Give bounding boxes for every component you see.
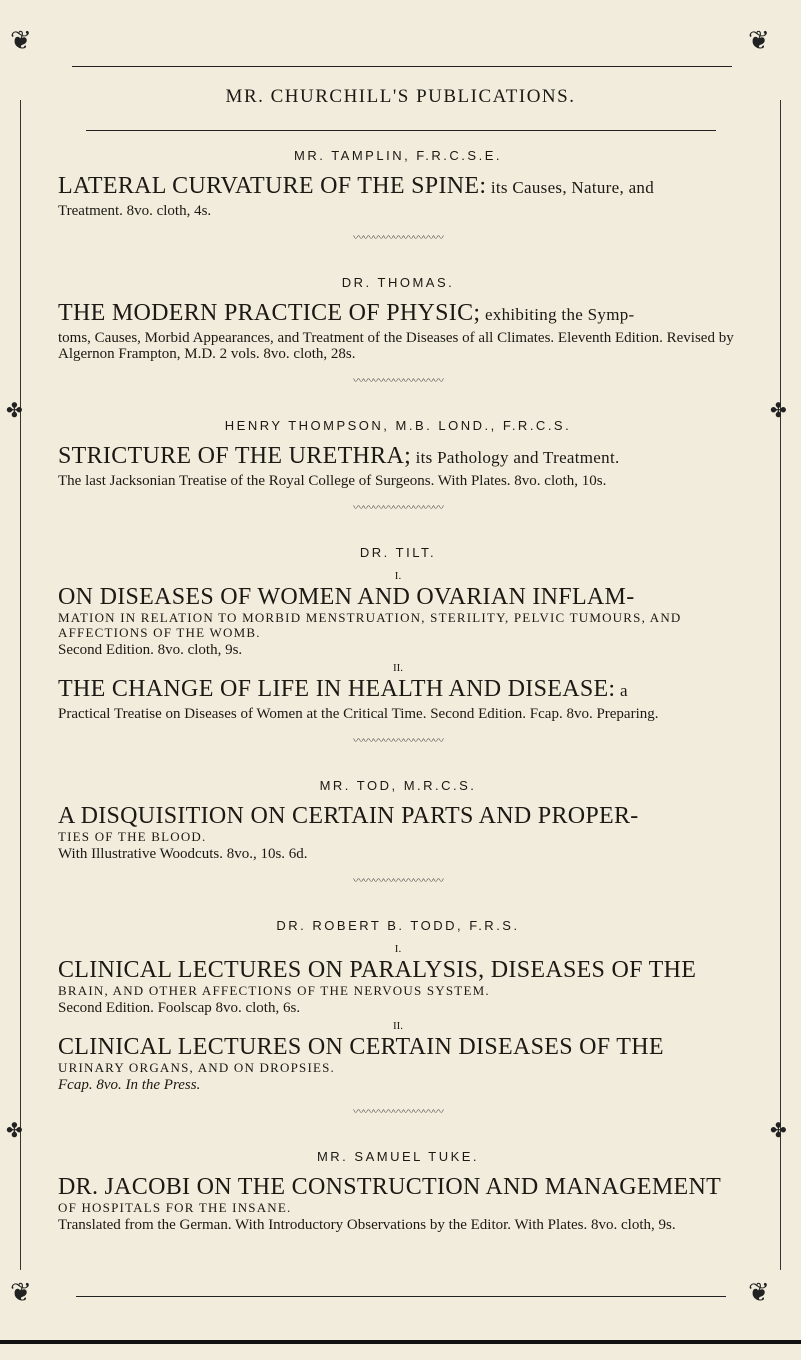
right-border — [780, 100, 781, 1270]
book-title-rest: exhibiting the Symp- — [480, 305, 635, 324]
book-description: The last Jacksonian Treatise of the Royal College of Surgeons. With Plates. 8vo. cloth, 10s. — [58, 473, 607, 489]
author-name: MR. SAMUEL TUKE. — [316, 1149, 480, 1164]
book-description: toms, Causes, Morbid Appearances, and Treatment of the Diseases of all Climates. Eleventh Edition. Revised by Algernon Frampton, M.D. 2 vols. 8vo. cloth, 28s. — [58, 330, 734, 362]
volume-numeral: I. — [394, 570, 402, 582]
author-name: HENRY THOMPSON, M.B. LOND., F.R.C.S. — [224, 418, 572, 433]
side-ornament-icon: ✤ — [770, 398, 787, 422]
book-subtitle: TIES OF THE BLOOD. — [58, 829, 207, 844]
book-description: Second Edition. 8vo. cloth, 9s. — [58, 642, 243, 658]
catalogue-entry — [58, 1149, 738, 1233]
volume-numeral: II. — [392, 662, 404, 674]
divider-ornament: 〰〰〰〰〰〰〰〰〰 — [353, 874, 443, 887]
catalogue-entry — [58, 148, 738, 245]
side-ornament-icon: ✤ — [770, 1118, 787, 1142]
book-title: DR. JACOBI ON THE CONSTRUCTION AND MANAGEMENT — [58, 1174, 722, 1200]
author-name: DR. ROBERT B. TODD, F.R.S. — [276, 918, 520, 933]
book-title-text: THE CHANGE OF LIFE IN HEALTH AND DISEASE: — [58, 676, 616, 702]
top-rule — [72, 66, 732, 67]
book-title: CLINICAL LECTURES ON PARALYSIS, DISEASES OF THE — [58, 957, 697, 983]
book-description: Translated from the German. With Introductory Observations by the Editor. With Plates. 8vo. cloth, 9s. — [58, 1217, 676, 1233]
divider-ornament: 〰〰〰〰〰〰〰〰〰 — [353, 501, 443, 514]
book-subtitle: OF HOSPITALS FOR THE INSANE. — [58, 1200, 292, 1215]
book-title — [58, 300, 738, 328]
book-title: CLINICAL LECTURES ON CERTAIN DISEASES OF THE — [58, 1034, 664, 1060]
book-title-rest: a — [615, 681, 628, 700]
book-subtitle: MATION IN RELATION TO MORBID MENSTRUATION, STERILITY, PELVIC TUMOURS, AND AFFECTIONS OF THE WOMB. — [58, 610, 682, 640]
author-name: DR. TILT. — [359, 545, 437, 560]
catalogue-entry — [58, 918, 738, 1119]
left-border — [20, 100, 21, 1270]
book-title — [58, 443, 738, 471]
header-underline — [86, 130, 716, 131]
volume-numeral: I. — [394, 943, 402, 955]
bottom-rule — [76, 1296, 726, 1297]
catalogue-entry — [58, 275, 738, 388]
divider-ornament: 〰〰〰〰〰〰〰〰〰 — [353, 231, 443, 244]
book-title — [58, 676, 738, 704]
book-title: A DISQUISITION ON CERTAIN PARTS AND PROPER- — [58, 803, 639, 829]
divider-ornament: 〰〰〰〰〰〰〰〰〰 — [353, 734, 443, 747]
catalogue-entry — [58, 545, 738, 748]
catalogue — [58, 148, 738, 1233]
side-ornament-icon: ✤ — [6, 398, 23, 422]
corner-ornament-icon: ❦ — [748, 1278, 770, 1308]
page-title: MR. CHURCHILL'S PUBLICATIONS. — [225, 86, 576, 107]
book-description: Second Edition. Foolscap 8vo. cloth, 6s. — [58, 1000, 301, 1016]
divider-ornament: 〰〰〰〰〰〰〰〰〰 — [353, 374, 443, 387]
book-description: Treatment. 8vo. cloth, 4s. — [58, 203, 212, 219]
book-description: Fcap. 8vo. In the Press. — [58, 1077, 201, 1093]
book-title-text: LATERAL CURVATURE OF THE SPINE: — [58, 173, 487, 199]
catalogue-entry — [58, 418, 738, 515]
book-subtitle: BRAIN, AND OTHER AFFECTIONS OF THE NERVOUS SYSTEM. — [58, 983, 490, 998]
page-edge-bar — [0, 1340, 801, 1344]
corner-ornament-icon: ❦ — [748, 26, 770, 56]
book-title-rest: its Pathology and Treatment. — [411, 448, 620, 467]
divider-ornament: 〰〰〰〰〰〰〰〰〰 — [353, 1105, 443, 1118]
book-title-rest: its Causes, Nature, and — [486, 178, 655, 197]
book-subtitle: URINARY ORGANS, AND ON DROPSIES. — [58, 1060, 336, 1075]
book-title — [58, 173, 738, 201]
corner-ornament-icon: ❦ — [10, 1278, 32, 1308]
corner-ornament-icon: ❦ — [10, 26, 32, 56]
book-description: Practical Treatise on Diseases of Women at the Critical Time. Second Edition. Fcap. 8vo. Preparing. — [58, 706, 659, 722]
book-description: With Illustrative Woodcuts. 8vo., 10s. 6d. — [58, 846, 308, 862]
side-ornament-icon: ✤ — [6, 1118, 23, 1142]
book-title-text: THE MODERN PRACTICE OF PHYSIC; — [58, 300, 481, 326]
author-name: MR. TAMPLIN, F.R.C.S.E. — [294, 148, 502, 163]
catalogue-entry — [58, 778, 738, 888]
book-title-text: STRICTURE OF THE URETHRA; — [58, 443, 412, 469]
author-name: MR. TOD, M.R.C.S. — [319, 778, 477, 793]
author-name: DR. THOMAS. — [341, 275, 455, 290]
volume-numeral: II. — [392, 1020, 404, 1032]
book-title: ON DISEASES OF WOMEN AND OVARIAN INFLAM- — [58, 584, 635, 610]
